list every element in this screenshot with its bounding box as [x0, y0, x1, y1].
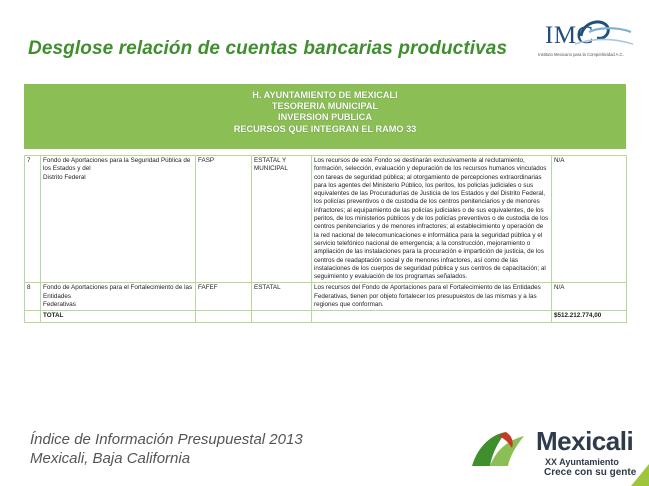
total-label: TOTAL: [41, 311, 196, 322]
government-level: ESTATAL: [252, 283, 312, 311]
slide-title: Desglose relación de cuentas bancarias productivas: [28, 38, 508, 59]
header-line: TESORERIA MUNICIPAL: [271, 101, 379, 112]
table-row: [25, 156, 627, 283]
table-row: [25, 283, 627, 311]
footer-caption: [30, 430, 303, 468]
header-line: H. AYUNTAMIENTO DE MEXICALI: [252, 90, 398, 100]
fund-amount: N/A: [552, 283, 627, 311]
fund-name: Fondo de Aportaciones para la Seguridad Pública de los Estados y del Distrito Federal: [41, 156, 196, 283]
imco-swoosh-icon: [567, 14, 635, 50]
header-line: RECURSOS QUE INTEGRAN EL RAMO 33: [233, 123, 417, 134]
empty-cell: [196, 311, 252, 322]
fund-code: FASP: [196, 156, 252, 283]
fund-name: Fondo de Aportaciones para el Fortalecimiento de las Entidades Federativas: [41, 283, 196, 311]
fund-code: FAFEF: [196, 283, 252, 311]
total-row: [25, 311, 627, 322]
footer-line-1: Índice de Información Presupuestal 2013: [30, 431, 303, 448]
mexicali-subtitle: XX Ayuntamiento: [545, 457, 619, 467]
government-level: ESTATAL Y MUNICIPAL: [252, 156, 312, 283]
row-number: 8: [25, 283, 41, 311]
total-amount: $512.212.774,00: [552, 311, 627, 322]
table-header-band: [24, 84, 626, 149]
imco-tagline: Instituto Mexicano para la Competitividad A.C.: [538, 52, 624, 57]
empty-cell: [312, 311, 552, 322]
mexicali-logo: [468, 424, 644, 484]
fund-description: Los recursos del Fondo de Aportaciones para el Fortalecimiento de las Entidades Federativas, tienen por objeto fortalecer los presupuestos de las mismas y a las regiones que conforman.: [312, 283, 552, 311]
empty-cell: [25, 311, 41, 322]
empty-cell: [252, 311, 312, 322]
accounts-table: [24, 155, 627, 323]
mexicali-wordmark: Mexicali: [536, 426, 634, 456]
imco-logo: [527, 14, 635, 64]
row-number: 7: [25, 156, 41, 283]
imco-wordmark: IMC: [545, 22, 594, 49]
mexicali-tagline: Crece con su gente: [544, 467, 637, 478]
fund-amount: N/A: [552, 156, 627, 283]
header-line: INVERSION PUBLICA: [278, 112, 372, 123]
fund-description: Los recursos de este Fondo se destinarán exclusivamente al reclutamiento, formación, selección, evaluación y depuración de los recursos humanos vinculados con tareas de seguridad pública; al otorgamiento de percepciones extraordinarias para los agentes del Ministerio Público, los peritos, los policías judiciales o sus equivalentes de las Procuradurías de Justicia de los Estados y del Distrito Federal, los policías preventivos o de custodia de los centros penitenciarios y de menores infractores; al equipamiento de las policías judiciales o de sus equivalentes, de los peritos, de los ministerios públicos y de los policías preventivos o de custodia de los centros penitenciarios y de menores infractores; al establecimiento y operación de la red nacional de telecomunicaciones e informática para la seguridad pública y el servicio telefónico nacional de emergencia; a la construcción, mejoramiento o ampliación de las instalaciones para la procuración e impartición de justicia, de los centros de readaptación social y de menores infractores, así como de las instalaciones de los cuerpos de seguridad pública y sus centros de capacitación; al seguimiento y evaluación de los programas señalados.: [312, 156, 552, 283]
mexicali-leaf-icon: [468, 426, 538, 472]
corner-accent: [631, 464, 649, 486]
footer-line-2: Mexicali, Baja California: [30, 450, 191, 467]
